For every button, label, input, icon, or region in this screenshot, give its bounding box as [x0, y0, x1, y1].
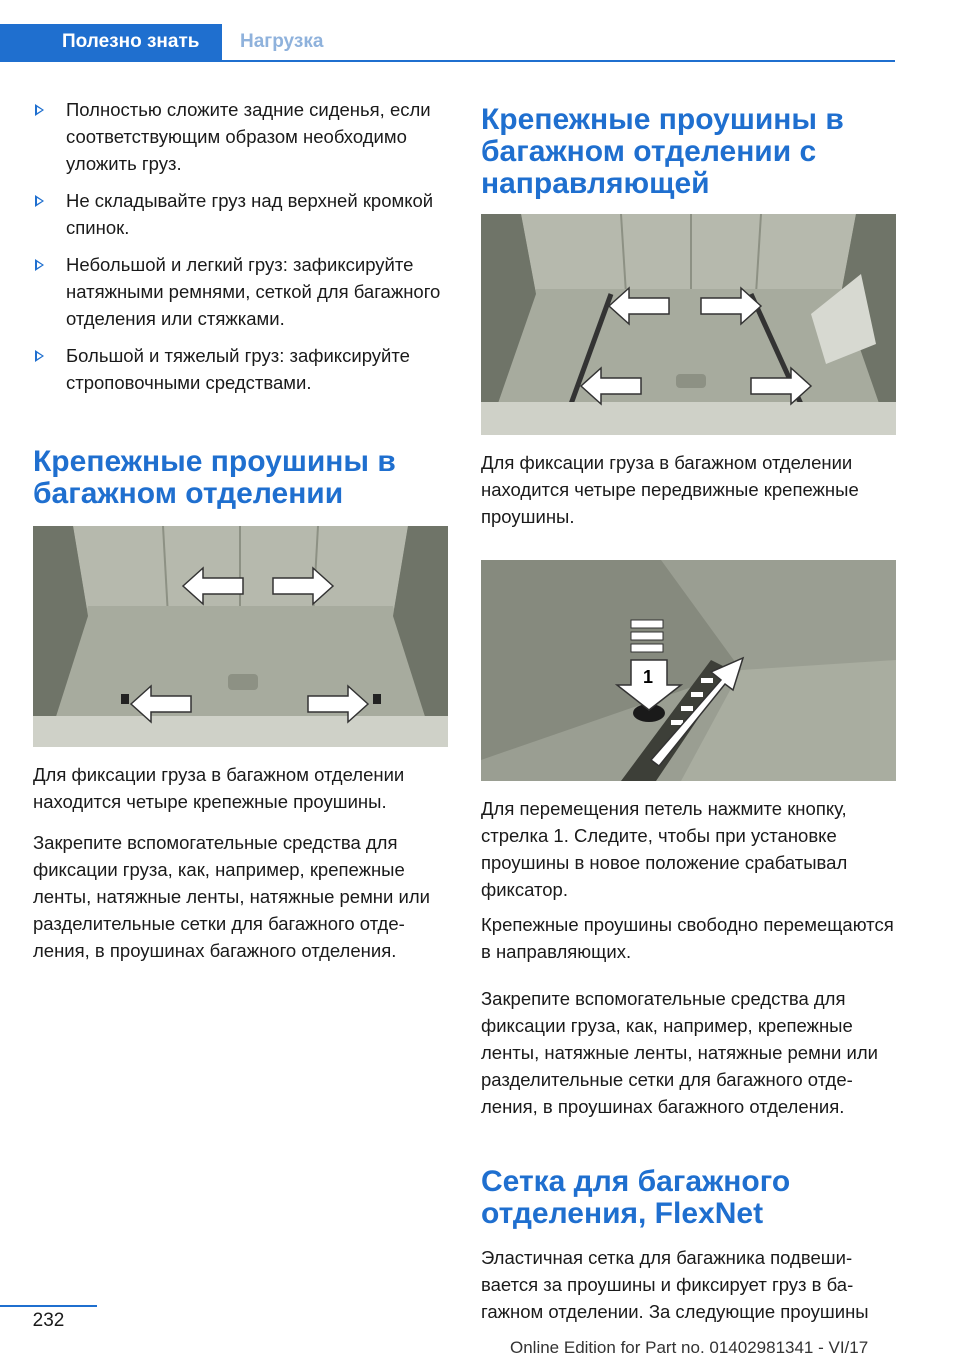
page-number-rule — [0, 1305, 97, 1307]
bullet-triangle-icon — [35, 104, 44, 116]
body-paragraph: Закрепите вспомогательные средства для фиксации груза, как, например, крепежные ленты, натяжные ленты, натяжные ремни или разделительные сетки для багажного отделения, в проушинах багажного отделения. — [481, 988, 878, 1117]
header-divider — [0, 60, 895, 62]
list-item: Большой и тяжелый груз: зафиксируйте строповочными средствами. — [33, 342, 448, 396]
section-heading: Крепежные проушины в багажном отделении с направляющей — [481, 103, 844, 200]
section-heading: Крепежные проушины в багажном отделении — [33, 445, 396, 510]
body-paragraph: Эластичная сетка для багажника подвешивается за проушины и фиксирует груз в багажном отделении. За следующие проушины — [481, 1247, 869, 1322]
list-item: Небольшой и легкий груз: зафиксируйте натяжными ремнями, сеткой для багажного отделения или стяжками. — [33, 251, 448, 332]
figure-caption: Для перемещения петель нажмите кнопку, стрелка 1. Следите, чтобы при установке проушины в новое положение срабатывал фиксатор. — [481, 798, 848, 900]
list-item: Не складывайте груз над верхней кромкой спинок. — [33, 187, 448, 241]
bullet-triangle-icon — [35, 195, 44, 207]
figure-caption: Для фиксации груза в багажном отделении находится четыре передвижные крепежные проушины. — [481, 452, 859, 527]
list-item: Полностью сложите задние сиденья, если соответствующим образом необходимо уложить груз. — [33, 96, 448, 177]
bullet-triangle-icon — [35, 259, 44, 271]
section-tab[interactable]: Полезно знать — [0, 24, 222, 60]
subsection-tab[interactable]: Нагрузка — [240, 31, 324, 52]
rail-slide-figure — [481, 560, 896, 781]
left-column — [33, 96, 448, 964]
trunk-rails-figure — [481, 214, 896, 435]
bullet-triangle-icon — [35, 350, 44, 362]
body-paragraph: Крепежные проушины свободно перемещаются в направляющих. — [481, 914, 894, 962]
arrow-label-1: 1 — [643, 667, 654, 687]
page-number: 232 — [32, 1310, 65, 1331]
figure-caption: Для фиксации груза в багажном отделении находится четыре крепежные проушины. — [33, 764, 405, 812]
section-heading: Сетка для багажного отделения, FlexNet — [481, 1165, 791, 1230]
right-column — [481, 104, 896, 1325]
edition-text: Online Edition for Part no. 01402981341 - VI/17 — [510, 1338, 869, 1357]
body-paragraph: Закрепите вспомогательные средства для фиксации груза, как, например, крепежные ленты, натяжные ленты, натяжные ремни или разделительные сетки для багажного отделения, в проушинах багажного отделения. — [33, 832, 430, 961]
page-header — [0, 0, 960, 62]
trunk-lashing-eyes-figure — [33, 526, 448, 747]
bullet-list — [33, 96, 448, 396]
